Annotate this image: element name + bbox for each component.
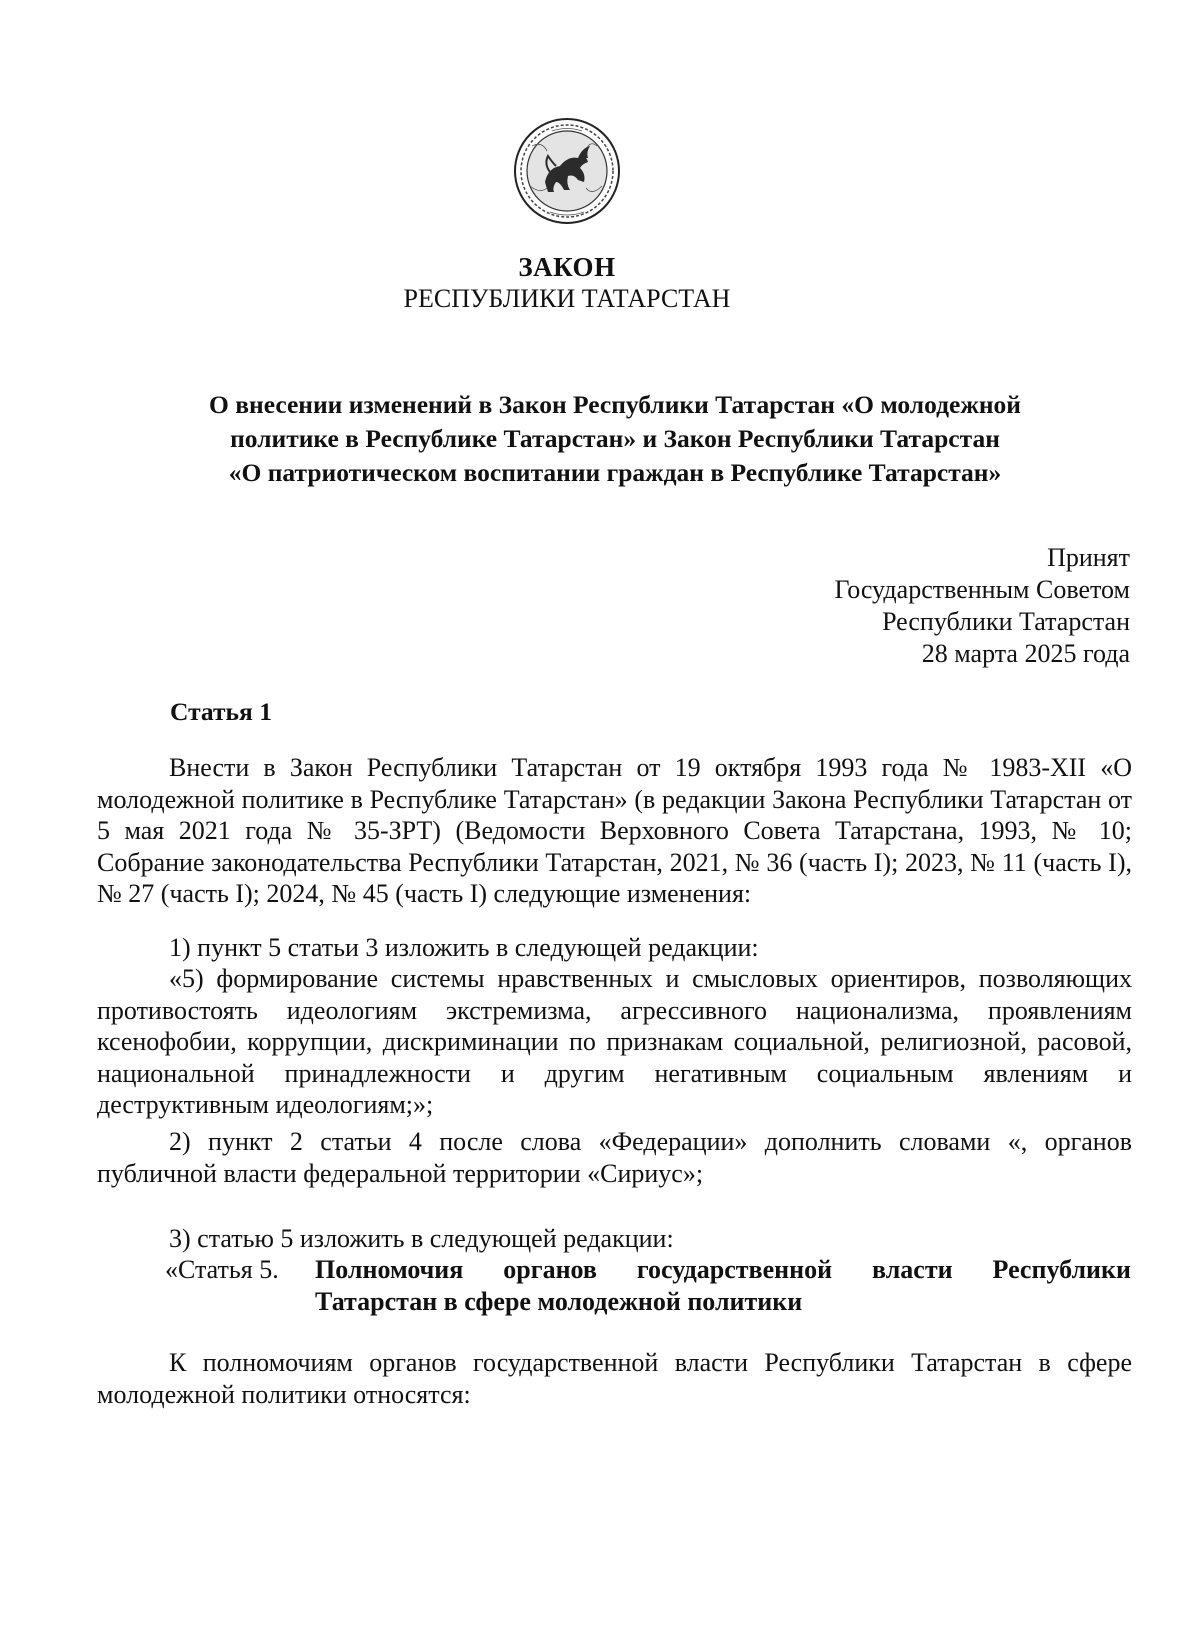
amendment-item-3: 3) статью 5 изложить в следующей редакции: bbox=[169, 1224, 674, 1253]
article-5-title-line: Полномочия органов государственной власти Республики bbox=[315, 1255, 1131, 1284]
tatarstan-coat-of-arms-icon bbox=[512, 116, 622, 226]
heading-line: О внесении изменений в Закон Республики Татарстан «О молодежной bbox=[209, 390, 1021, 419]
adoption-line: Государственным Советом bbox=[834, 575, 1130, 604]
article-5-prefix: «Статья 5. bbox=[165, 1255, 279, 1284]
adoption-line: Республики Татарстан bbox=[882, 607, 1130, 636]
article-1-intro-paragraph: Внести в Закон Республики Татарстан от 19 октября 1993 года № 1983-XII «О молодежной политике в Республике Татарстан» (в редакции Закона Республики Татарстан от 5 мая 2021 года № 35-ЗРТ) (Ведомости Верховного Совета Татарстана, 1993, № 10; Собрание законодательства Республики Татарстан, 2021, № 36 (часть I); 2023, № 11 (часть I), № 27 (часть I); 2024, № 45 (часть I) следующие изменения: bbox=[97, 753, 1132, 908]
article-5-title-line: Татарстан в сфере молодежной политики bbox=[315, 1287, 803, 1316]
amendment-item-1: 1) пункт 5 статьи 3 изложить в следующей редакции: bbox=[169, 933, 759, 962]
competence-paragraph: К полномочиям органов государственной власти Республики Татарстан в сфере молодежной политики относятся: bbox=[97, 1348, 1132, 1409]
article-5-heading bbox=[165, 1254, 1131, 1318]
heading-line: политике в Республике Татарстан» и Закон Республики Татарстан bbox=[230, 424, 1000, 453]
article-1-title: Статья 1 bbox=[170, 697, 272, 726]
law-label: ЗАКОН bbox=[518, 252, 616, 282]
republic-label: РЕСПУБЛИКИ ТАТАРСТАН bbox=[403, 284, 731, 313]
heading-line: «О патриотическом воспитании граждан в Республике Татарстан» bbox=[228, 458, 1002, 487]
amendment-item-1-quote: «5) формирование системы нравственных и смысловых ориентиров, позволяющих противостоять идеологиям экстремизма, агрессивного национализма, проявлениям ксенофобии, коррупции, дискриминации по признакам социальной, религиозной, расовой, национальной принадлежности и другим негативным социальным явлениям и деструктивным идеологиям;»; bbox=[97, 964, 1132, 1119]
amendment-item-2: 2) пункт 2 статьи 4 после слова «Федерации» дополнить словами «, органов публичной власти федеральной территории «Сириус»; bbox=[97, 1127, 1132, 1188]
adoption-block bbox=[834, 542, 1130, 670]
adoption-date: 28 марта 2025 года bbox=[921, 639, 1130, 668]
document-heading bbox=[100, 388, 1130, 490]
adoption-line: Принят bbox=[1047, 543, 1130, 572]
